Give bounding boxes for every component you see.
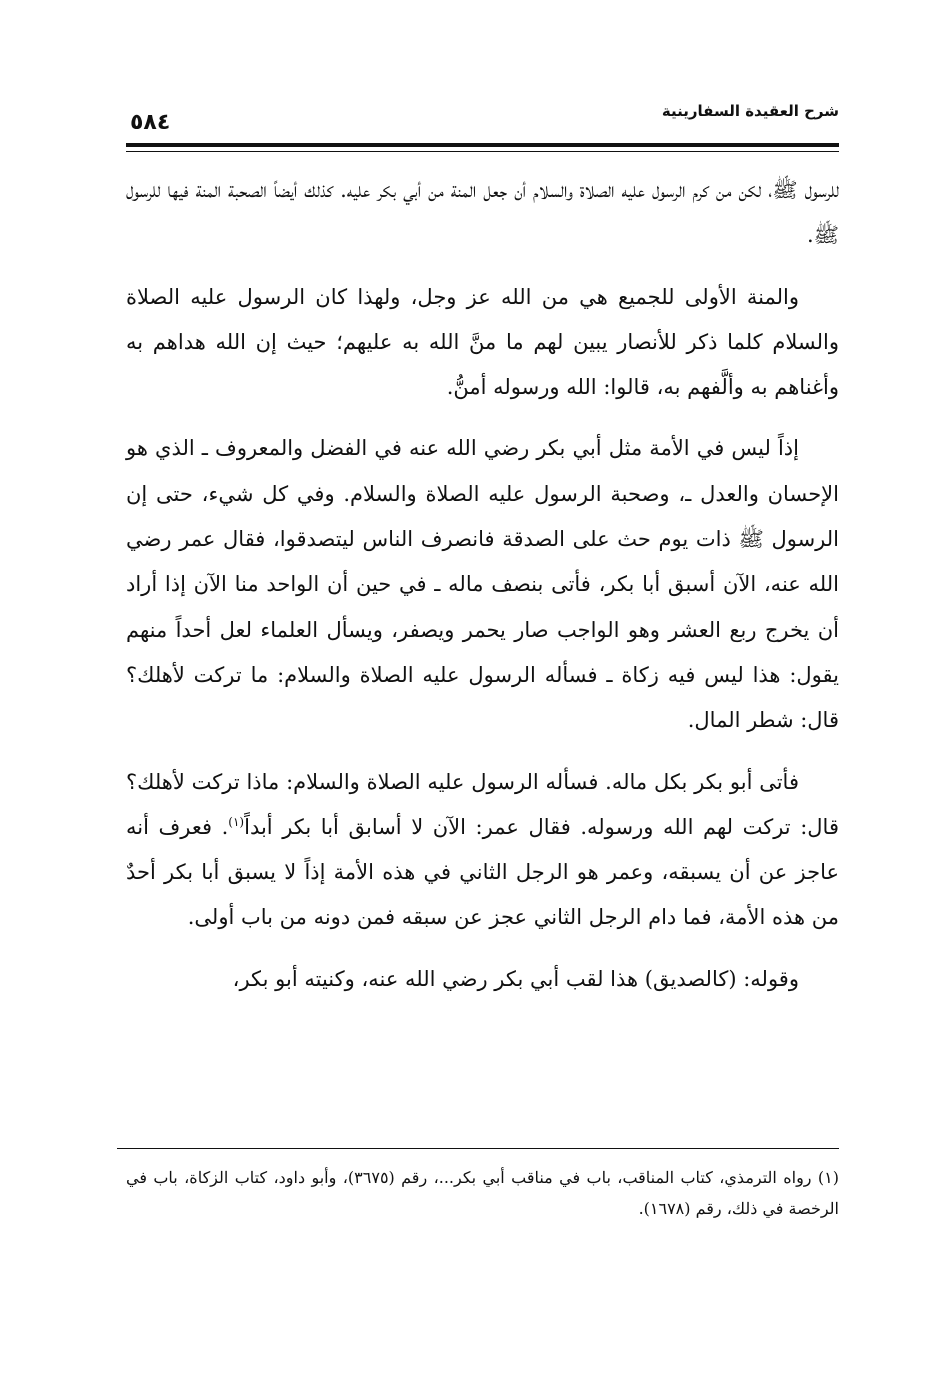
footnote-divider — [117, 1148, 839, 1149]
body-text — [126, 168, 839, 1018]
paragraph-2: والمنة الأولى للجميع هي من الله عز وجل، ولهذا كان الرسول عليه الصلاة والسلام كلما ذكر للأنصار يبين لهم ما منَّ الله به عليهم؛ حيث إن الله هداهم به وأغناهم به وألَّفهم به، قالوا: الله ورسوله أمنُّ. — [126, 284, 839, 400]
header-rule-thin — [126, 151, 839, 152]
footnote-marker[interactable]: (١) — [228, 814, 245, 829]
running-header — [126, 96, 839, 136]
paragraph-3: إذاً ليس في الأمة مثل أبي بكر رضي الله عنه في الفضل والمعروف ـ الذي هو الإحسان والعدل ـ، وصحبة الرسول عليه الصلاة والسلام. وفي كل شيء، حتى إن الرسول ﷺ ذات يوم حث على الصدقة فانصرف الناس ليتصدقوا، فقال عمر رضي الله عنه، الآن أسبق أبا بكر، فأتى بنصف ماله ـ في حين أن الواحد منا الآن إذا أراد أن يخرج ربع العشر وهو الواجب صار يحمر ويصفر، ويسأل العلماء لعل أحداً منهم يقول: هذا ليس فيه زكاة ـ فسأله الرسول عليه الصلاة والسلام: ما تركت لأهلك؟ قال: شطر المال. — [126, 436, 839, 733]
paragraph-4 — [126, 760, 839, 941]
footnotes — [126, 1162, 839, 1224]
running-title: شرح العقيدة السفارينية — [661, 102, 839, 120]
page-number: ٥٨٤ — [130, 110, 171, 135]
paragraph-1: للرسول ﷺ، لكن من كرم الرسول عليه الصلاة والسلام أن جعل المنة من أبي بكر عليه. كذلك أيضاً الصحبة المنة فيها للرسول ﷺ. — [126, 178, 839, 248]
footnote-1: (١) رواه الترمذي، كتاب المناقب، باب في مناقب أبي بكر...، رقم (٣٦٧٥)، وأبو داود، كتاب الزكاة، باب في الرخصة في ذلك، رقم (١٦٧٨). — [126, 1168, 840, 1218]
paragraph-4-part-2: . فعرف أنه عاجز عن أن يسبقه، وعمر هو الرجل الثاني في هذه الأمة إذاً لا يسبق أبا بكر أحدٌ من هذه الأمة، فما دام الرجل الثاني عجز عن سبقه فمن دونه من باب أولى. — [126, 814, 839, 930]
paragraph-4-part-1: فأتى أبو بكر بكل ماله. فسأله الرسول عليه الصلاة والسلام: ماذا تركت لأهلك؟ قال: تركت لهم الله ورسوله. فقال عمر: الآن لا أسابق أبا بكر أبداً — [126, 769, 839, 839]
paragraph-5: وقوله: (كالصديق) هذا لقب أبي بكر رضي الله عنه، وكنيته أبو بكر، — [232, 966, 799, 991]
header-rule-thick — [126, 143, 839, 147]
